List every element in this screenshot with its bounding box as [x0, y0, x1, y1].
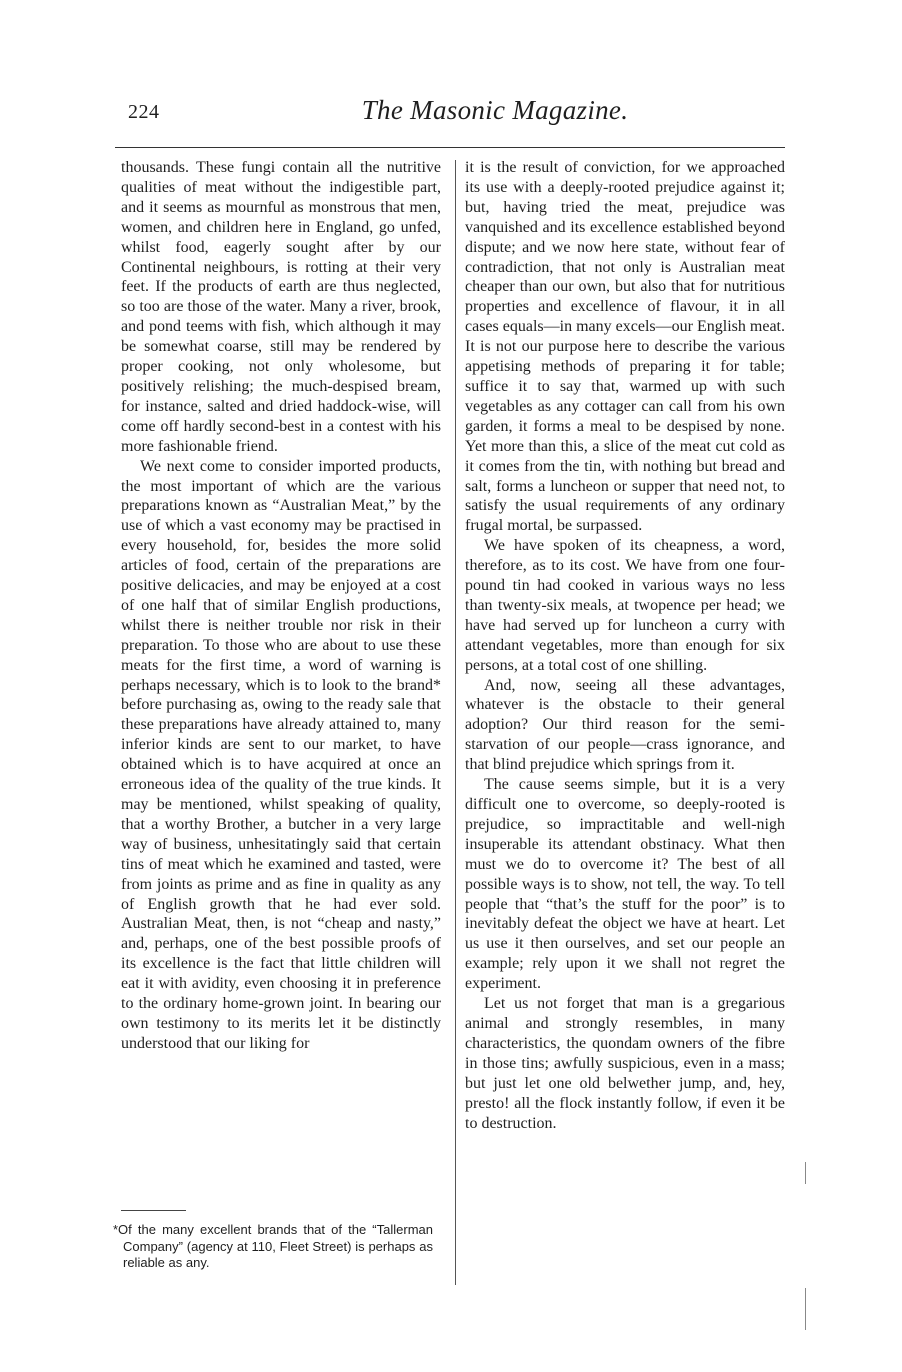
column-divider: [455, 160, 456, 1285]
margin-mark: [805, 1288, 806, 1330]
margin-mark: [805, 1162, 806, 1184]
left-column: [121, 158, 441, 1054]
running-title: The Masonic Magazine.: [361, 95, 629, 125]
footnote: [113, 1222, 433, 1272]
right-paragraph-4: The cause seems simple, but it is a very difficult one to overcome, so deeply-rooted is prejudice, so impractitable and well-nigh insuperable its attendant obstinacy. What then must we do to overcome it? The best of all possible ways is to show, not tell, the way. To tell people that “that’s the stuff for the poor” is to inevitably defeat the object we have at heart. Let us use it then ourselves, and set our people an example; rely upon it we shall not regret the experiment.: [465, 776, 785, 993]
right-paragraph-5: Let us not forget that man is a gregarious animal and strongly resembles, in many characteristics, the quondam owners of the fibre in those tins; awfully suspicious, even in a mass; but just let one old belwether jump, and, hey, presto! all the flock instantly follow, if even it be to destruction.: [465, 995, 785, 1132]
header-rule: [115, 147, 785, 148]
right-paragraph-1: it is the result of conviction, for we approached its use with a deeply-rooted prejudice against it; but, having tried the meat, prejudice was vanquished and its excellence established beyond dispute; and we now here state, without fear of contradiction, that not only is Australian meat cheaper than our own, but also that for nutritious properties and excellence of flavour, it in all cases equals—in many excels—our English meat. It is not our purpose here to describe the various appetising methods of preparing it for table; suffice it to say that, warmed up with such vegetables as any cottager can call from his own garden, it forms a meal to be despised by none. Yet more than this, a slice of the meat cut cold as it comes from the tin, with nothing but bread and salt, forms a luncheon or supper that need not, to satisfy the usual requirements of any ordinary frugal mortal, be surpassed.: [465, 159, 785, 535]
left-paragraph-1: thousands. These fungi contain all the nutritive qualities of meat without the indigestible part, and it seems as mournful as monstrous that men, women, and children here in England, go unfed, whilst food, eagerly sought after by our Continental neighbours, is rotting at their very feet. If the products of earth are thus neglected, so too are those of the water. Many a river, brook, and pond teems with fish, which although it may be somewhat coarse, still may be rendered by proper cooking, not only wholesome, but positively relishing; the much-despised bream, for instance, salted and dried haddock-wise, will come off hardly second-best in a contest with his more fashionable friend.: [121, 159, 441, 455]
right-paragraph-3: And, now, seeing all these advantages, whatever is the obstacle to their general adoption? Our third reason for the semi-starvation of our people—crass ignorance, and that blind prejudice which springs from it.: [465, 676, 785, 774]
right-column: [465, 158, 785, 1133]
right-paragraph-2: We have spoken of its cheapness, a word, therefore, as to its cost. We have from one four-pound tin had cooked in various ways no less than twenty-six meals, at twopence per head; we have had served up for luncheon a curry with attendant vegetables, more than enough for six persons, at a total cost of one shilling.: [465, 537, 785, 674]
footnote-rule: [121, 1210, 186, 1211]
left-paragraph-2: We next come to consider imported products, the most important of which are the various preparations known as “Australian Meat,” by the use of which a vast economy may be practised in every household, for, besides the more solid articles of food, certain of the preparations are positive delicacies, and may be enjoyed at a cost of one half that of similar English productions, whilst there is neither trouble nor risk in their preparation. To those who are about to use these meats for the first time, a word of warning is perhaps necessary, which is to look to the brand* before purchasing as, owing to the ready sale that these preparations have already attained to, many inferior kinds are sent to our market, to have obtained which is to have acquired at once an erroneous idea of the quality of the true kinds. It may be mentioned, whilst speaking of quality, that a worthy Brother, a butcher in a very large way of business, unhesitatingly said that certain tins of meat which he examined and tasted, were from joints as prime and as fine in quality as any of English growth that he had ever sold. Australian Meat, then, is not “cheap and nasty,” and, perhaps, one of the best possible proofs of its excellence is the fact that little children will eat it with avidity, even choosing it in preference to the ordinary home-grown joint. In bearing our own testimony to its merits let it be distinctly understood that our liking for: [121, 457, 441, 1052]
footnote-text: *Of the many excellent brands that of the “Tallerman Company” (agency at 110, Fleet Street) is perhaps as reliable as any.: [113, 1222, 433, 1270]
page-number: 224: [128, 101, 160, 123]
